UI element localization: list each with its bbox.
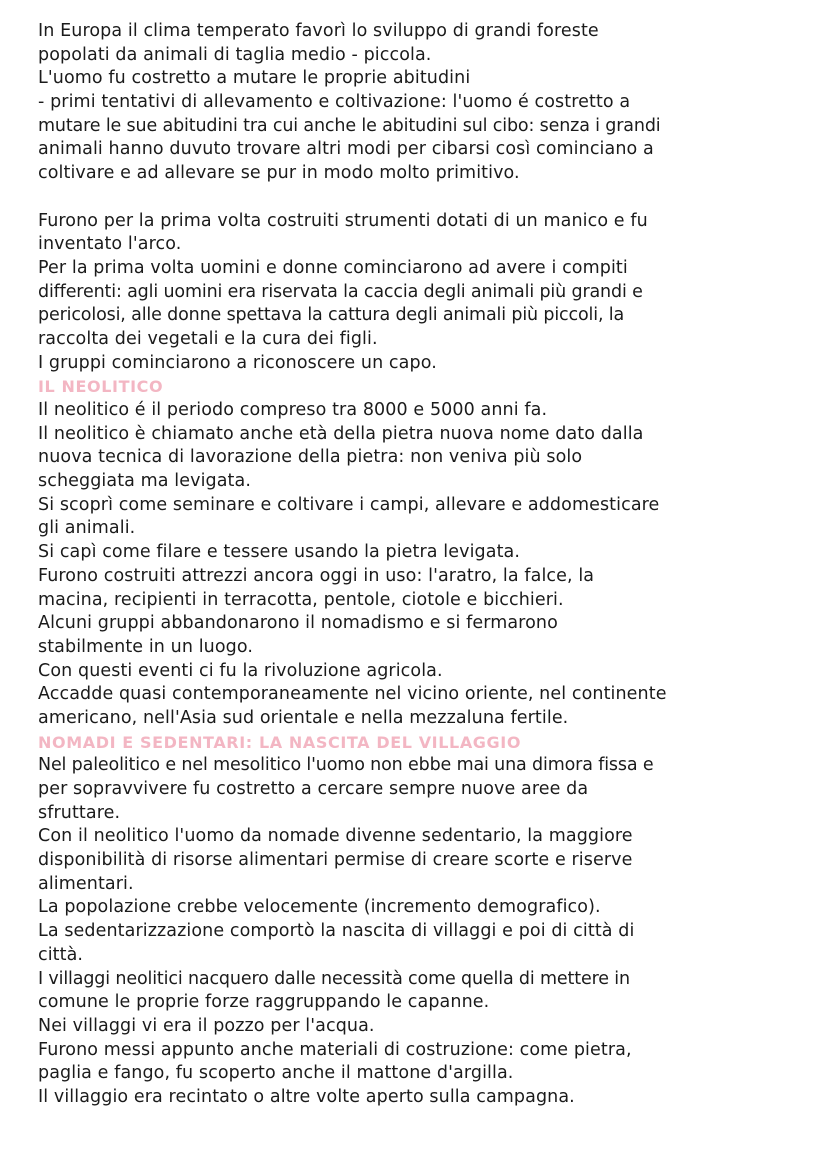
text-line: mutare le sue abitudini tra cui anche le abitudini sul cibo: senza i grandi [38,115,661,136]
text-line: Accadde quasi contemporaneamente nel vicino oriente, nel continente [38,684,667,705]
text-line: Il neolitico è chiamato anche età della pietra nuova nome dato dalla [38,423,644,444]
text-line: Con il neolitico l'uomo da nomade divenne sedentario, la maggiore [38,826,633,847]
text-line: alimentari. [38,873,134,894]
text-line: Si scoprì come seminare e coltivare i campi, allevare e addomesticare [38,494,660,515]
text-line: Il neolitico é il periodo compreso tra 8000 e 5000 anni fa. [38,400,548,420]
text-line: La sedentarizzazione comportò la nascita di villaggi e poi di città di [38,921,635,942]
handwritten-notes-page [38,20,798,1110]
text-line: comune le proprie forze raggruppando le capanne. [38,992,490,1013]
paragraph [38,210,798,376]
text-line: - primi tentativi di allevamento e coltivazione: l'uomo é costretto a [38,92,631,113]
text-line: sfruttare. [38,802,121,823]
text-line: città. [38,944,84,965]
text-line: In Europa il clima temperato favorì lo sviluppo di grandi foreste [38,21,599,41]
paragraph [38,399,798,731]
text-line: per sopravvivere fu costretto a cercare sempre nuove aree da [38,779,589,799]
text-line: coltivare e ad allevare se pur in modo molto primitivo. [38,163,520,184]
text-line: macina, recipienti in terracotta, pentole, ciotole e bicchieri. [38,589,564,610]
text-line: Furono per la prima volta costruiti strumenti dotati di un manico e fu [38,210,648,231]
text-line: popolati da animali di taglia medio - piccola. [38,44,432,65]
text-line: I villaggi neolitici nacquero dalle necessità come quella di mettere in [38,968,630,989]
text-line: Alcuni gruppi abbandonarono il nomadismo e si fermarono [38,613,558,634]
text-line: differenti: agli uomini era riservata la caccia degli animali più grandi e [38,281,643,302]
section-heading: IL NEOLITICO [38,377,164,397]
text-line: scheggiata ma levigata. [38,471,252,492]
text-line: Con questi eventi ci fu la rivoluzione agricola. [38,660,443,681]
paragraph [38,754,798,1109]
text-line: Nei villaggi vi era il pozzo per l'acqua. [38,1015,375,1036]
text-line: nuova tecnica di lavorazione della pietra: non veniva più solo [38,447,583,468]
text-line: gli animali. [38,518,136,539]
text-line: Per la prima volta uomini e donne cominciarono ad avere i compiti [38,257,628,278]
text-line: pericolosi, alle donne spettava la cattura degli animali più piccoli, la [38,305,625,326]
text-line: Furono costruiti attrezzi ancora oggi in uso: l'aratro, la falce, la [38,565,595,586]
text-line: Furono messi appunto anche materiali di costruzione: come pietra, [38,1039,632,1060]
text-line: inventato l'arco. [38,234,182,255]
text-line: Il villaggio era recintato o altre volte aperto sulla campagna. [38,1086,575,1107]
section-heading: NOMADI E SEDENTARI: LA NASCITA DEL VILLAGGIO [38,732,522,752]
paragraph-spacer [38,186,798,210]
text-line: stabilmente in un luogo. [38,636,254,657]
text-line: L'uomo fu costretto a mutare le proprie abitudini [38,68,471,89]
text-line: La popolazione crebbe velocemente (incremento demografico). [38,897,601,918]
text-line: americano, nell'Asia sud orientale e nella mezzaluna fertile. [38,707,569,728]
text-line: paglia e fango, fu scoperto anche il mattone d'argilla. [38,1063,514,1084]
text-line: Si capì come filare e tessere usando la pietra levigata. [38,542,521,563]
text-line: animali hanno duvuto trovare altri modi per cibarsi così cominciano a [38,139,654,160]
paragraph [38,20,798,186]
text-line: disponibilità di risorse alimentari permise di creare scorte e riserve [38,850,633,871]
text-line: I gruppi cominciarono a riconoscere un capo. [38,352,437,373]
text-line: Nel paleolitico e nel mesolitico l'uomo non ebbe mai una dimora fissa e [38,755,654,776]
text-line: raccolta dei vegetali e la cura dei figli. [38,328,378,349]
